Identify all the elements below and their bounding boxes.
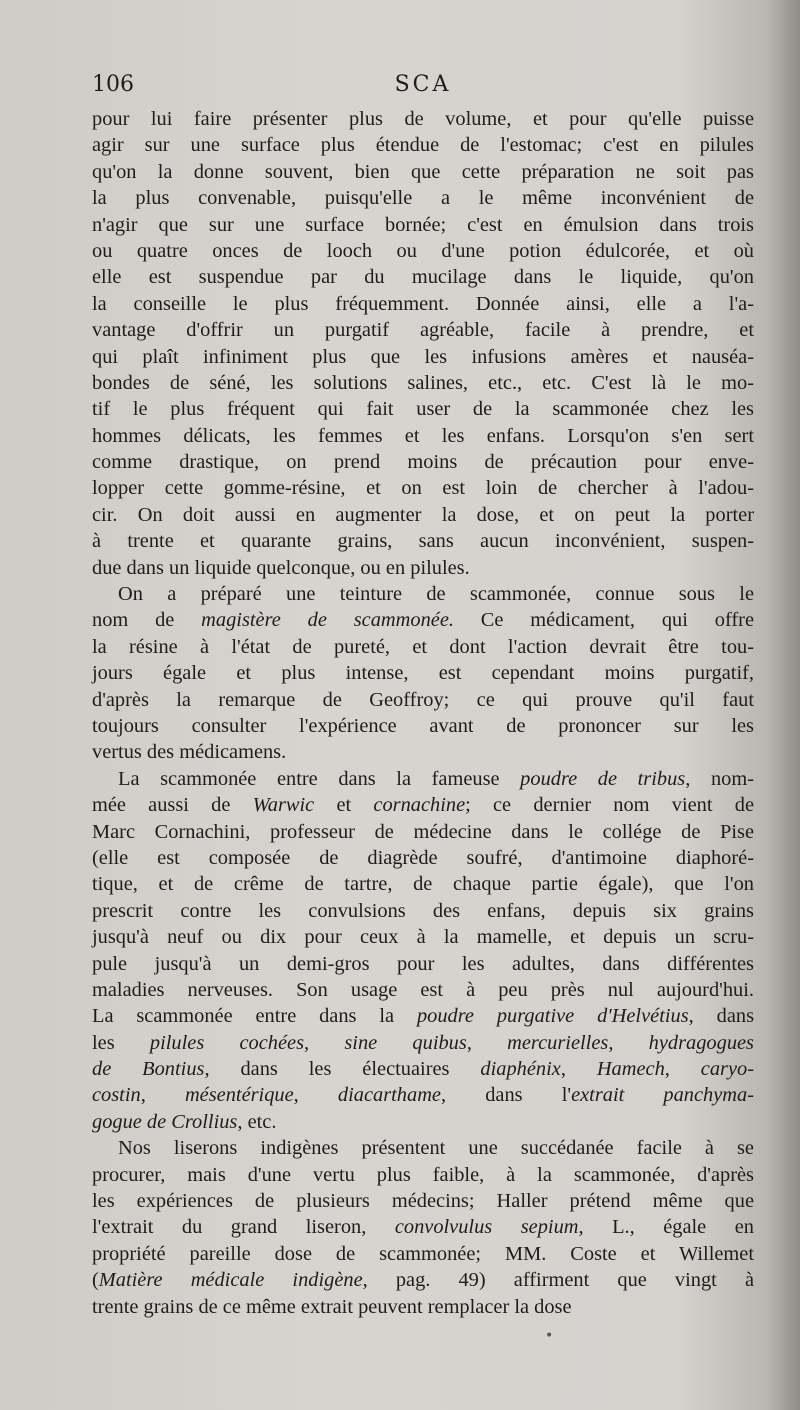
text-line: agir sur une surface plus étendue de l'estomac; c'est en pilules [92,134,754,157]
text-line: due dans un liquide quelconque, ou en pilules. [92,556,470,579]
text-line: costin, mésentérique, diacarthame, dans l'extrait panchyma- [92,1084,755,1107]
text-line: Nos liserons indigènes présentent une succédanée facile à se [118,1137,754,1160]
text-line: d'après la remarque de Geoffroy; ce qui prouve qu'il faut [92,688,754,711]
text-line: qu'on la donne souvent, bien que cette préparation ne soit pas [92,160,754,183]
text-line: On a préparé une teinture de scammonée, connue sous le [118,583,754,606]
text-line: nom de magistère de scammonée. Ce médicament, qui offre [92,609,754,632]
text-line: jours égale et plus intense, est cependant moins purgatif, [92,662,754,685]
text-line: gogue de Crollius, etc. [92,1110,277,1133]
paragraph [92,766,754,1135]
text-line: toujours consulter l'expérience avant de prononcer sur les [92,714,754,737]
text-line: vantage d'offrir un purgatif agréable, facile à prendre, et [92,319,754,342]
running-head: SCA [394,72,452,97]
text-line: la résine à l'état de pureté, et dont l'action devrait être tou- [92,635,754,658]
text-line: l'extrait du grand liseron, convolvulus sepium, L., égale en [92,1216,754,1239]
paragraph [92,1135,754,1320]
paragraph [92,106,754,581]
text-line: lopper cette gomme-résine, et on est loin de chercher à l'adou- [92,477,754,500]
text-line: (elle est composée de diagrède soufré, d'antimoine diaphoré- [92,846,754,869]
text-line: ou quatre onces de looch ou d'une potion édulcorée, et où [92,239,754,262]
paragraph [92,581,754,766]
text-line: bondes de séné, les solutions salines, etc., etc. C'est là le mo- [92,371,754,394]
page-number: 106 [92,72,134,97]
page-body-text [92,106,754,1320]
text-line: La scammonée entre dans la poudre purgative d'Helvétius, dans [92,1005,754,1028]
text-line: à trente et quarante grains, sans aucun inconvénient, suspen- [92,530,754,553]
text-line: qui plaît infiniment plus que les infusions amères et nauséa- [92,345,754,368]
text-line: de Bontius, dans les électuaires diaphénix, Hamech, caryo- [92,1058,755,1081]
text-line: trente grains de ce même extrait peuvent remplacer la dose [92,1295,572,1318]
text-line: pour lui faire présenter plus de volume, et pour qu'elle puisse [92,108,754,130]
text-line: vertus des médicamens. [92,741,287,764]
text-line: (Matière médicale indigène, pag. 49) affirment que vingt à [92,1269,754,1292]
text-line: les expériences de plusieurs médecins; Haller prétend même que [92,1190,754,1213]
text-line: La scammonée entre dans la fameuse poudre de tribus, nom- [118,767,754,790]
text-line: elle est suspendue par du mucilage dans le liquide, qu'on [92,266,754,289]
page-header [92,72,754,104]
text-line: comme drastique, on prend moins de précaution pour enve- [92,451,754,474]
text-line: Marc Cornachini, professeur de médecine dans le collége de Pise [92,820,754,843]
ink-speck: • [545,1328,554,1344]
text-line: la conseille le plus fréquemment. Donnée ainsi, elle a l'a- [92,292,754,315]
text-line: pule jusqu'à un demi-gros pour les adultes, dans différentes [92,952,754,975]
text-line: cir. On doit aussi en augmenter la dose, et on peut la porter [92,503,754,526]
text-line: tique, et de crême de tartre, de chaque partie égale), que l'on [92,873,754,896]
text-line: hommes délicats, les femmes et les enfans. Lorsqu'on s'en sert [92,424,754,447]
text-line: tif le plus fréquent qui fait user de la scammonée chez les [92,398,754,421]
text-line: propriété pareille dose de scammonée; MM. Coste et Willemet [92,1242,754,1265]
text-line: maladies nerveuses. Son usage est à peu près nul aujourd'hui. [92,978,754,1001]
text-line: les pilules cochées, sine quibus, mercurielles, hydragogues [92,1031,754,1054]
text-line: procurer, mais d'une vertu plus faible, à la scammonée, d'après [92,1163,754,1186]
text-line: prescrit contre les convulsions des enfans, depuis six grains [92,899,754,922]
text-line: n'agir que sur une surface bornée; c'est en émulsion dans trois [92,213,754,236]
text-line: jusqu'à neuf ou dix pour ceux à la mamelle, et depuis un scru- [92,926,754,949]
text-line: la plus convenable, puisqu'elle a le même inconvénient de [92,187,754,210]
text-line: mée aussi de Warwic et cornachine; ce dernier nom vient de [92,794,755,817]
